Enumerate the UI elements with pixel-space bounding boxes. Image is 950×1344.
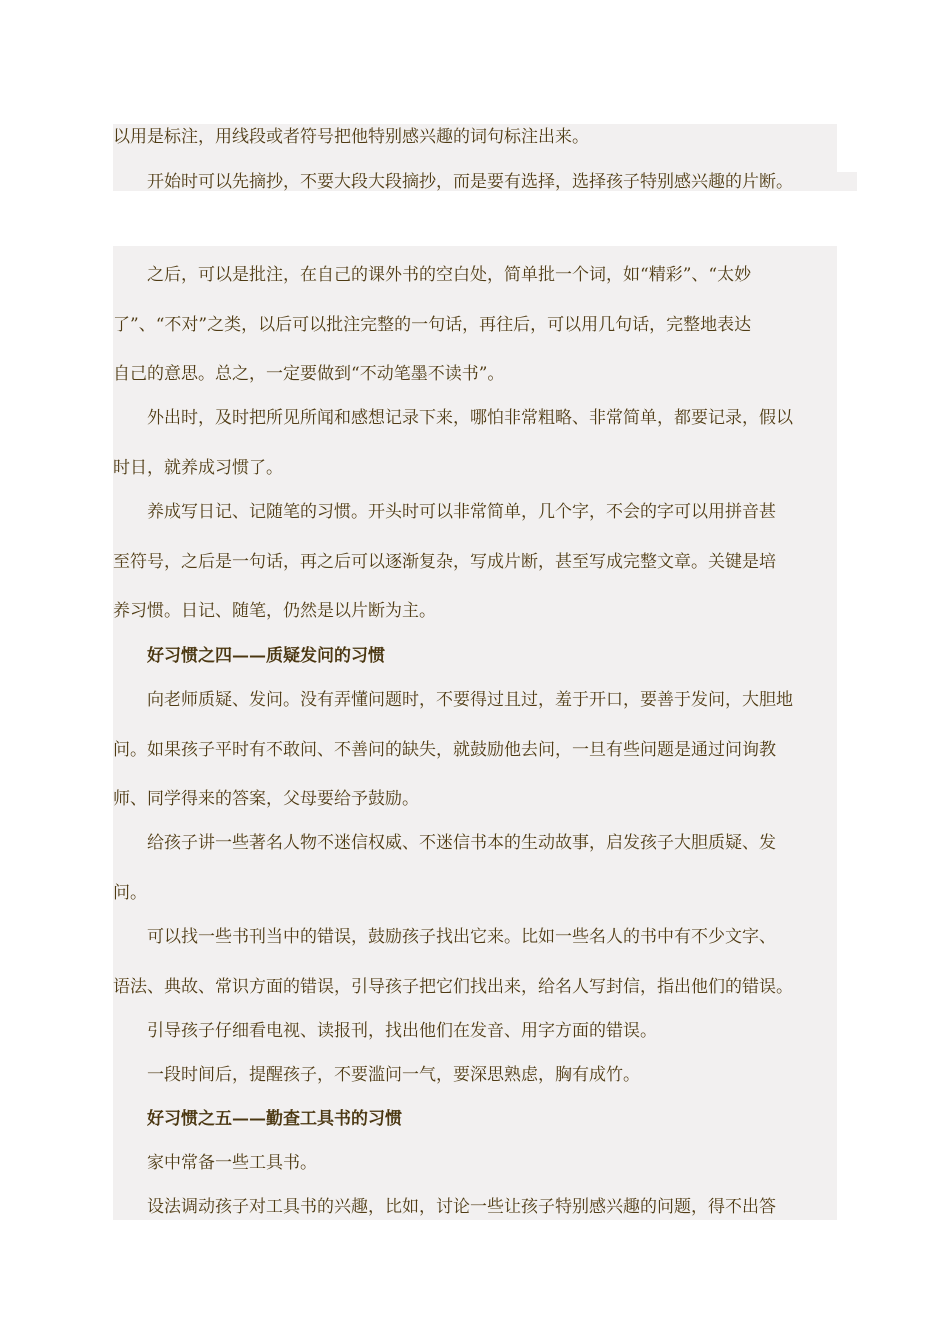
paragraph-line: 设法调动孩子对工具书的兴趣，比如，讨论一些让孩子特别感兴趣的问题，得不出答 — [147, 1197, 776, 1217]
paragraph-line: 问。 — [113, 883, 147, 903]
section-heading: 好习惯之四——质疑发问的习惯 — [147, 646, 385, 666]
paragraph-line: 家中常备一些工具书。 — [147, 1153, 317, 1173]
paragraph-line: 养成写日记、记随笔的习惯。开头时可以非常简单，几个字，不会的字可以用拼音甚 — [147, 502, 776, 522]
paragraph-line: 师、同学得来的答案，父母要给予鼓励。 — [113, 789, 419, 809]
paragraph-line: 以用是标注，用线段或者符号把他特别感兴趣的词句标注出来。 — [113, 127, 589, 147]
paragraph-line: 开始时可以先摘抄，不要大段大段摘抄，而是要有选择，选择孩子特别感兴趣的片断。 — [147, 172, 793, 192]
paragraph-line: 一段时间后，提醒孩子，不要滥问一气，要深思熟虑，胸有成竹。 — [147, 1065, 640, 1085]
paragraph-line: 时日，就养成习惯了。 — [113, 458, 283, 478]
paragraph-line: 向老师质疑、发问。没有弄懂问题时，不要得过且过，羞于开口，要善于发问，大胆地 — [147, 690, 793, 710]
paragraph-line: 问。如果孩子平时有不敢问、不善问的缺失，就鼓励他去问，一旦有些问题是通过问询教 — [113, 740, 776, 760]
paragraph-line: 了”、“不对”之类，以后可以批注完整的一句话，再往后，可以用几句话，完整地表达 — [113, 315, 752, 335]
paragraph-line: 外出时，及时把所见所闻和感想记录下来，哪怕非常粗略、非常简单，都要记录，假以 — [147, 408, 793, 428]
paragraph-line: 养习惯。日记、随笔，仍然是以片断为主。 — [113, 601, 436, 621]
paragraph-line: 之后，可以是批注，在自己的课外书的空白处，简单批一个词，如“精彩”、“太妙 — [147, 265, 752, 285]
paragraph-line: 可以找一些书刊当中的错误，鼓励孩子找出它来。比如一些名人的书中有不少文字、 — [147, 927, 776, 947]
paragraph-line: 至符号，之后是一句话，再之后可以逐渐复杂，写成片断，甚至写成完整文章。关键是培 — [113, 552, 776, 572]
paragraph-line: 引导孩子仔细看电视、读报刊，找出他们在发音、用字方面的错误。 — [147, 1021, 657, 1041]
section-heading: 好习惯之五——勤查工具书的习惯 — [147, 1109, 402, 1129]
paragraph-line: 自己的意思。总之，一定要做到“不动笔墨不读书”。 — [113, 364, 505, 384]
paragraph-line: 给孩子讲一些著名人物不迷信权威、不迷信书本的生动故事，启发孩子大胆质疑、发 — [147, 833, 776, 853]
paragraph-line: 语法、典故、常识方面的错误，引导孩子把它们找出来，给名人写封信，指出他们的错误。 — [113, 977, 793, 997]
